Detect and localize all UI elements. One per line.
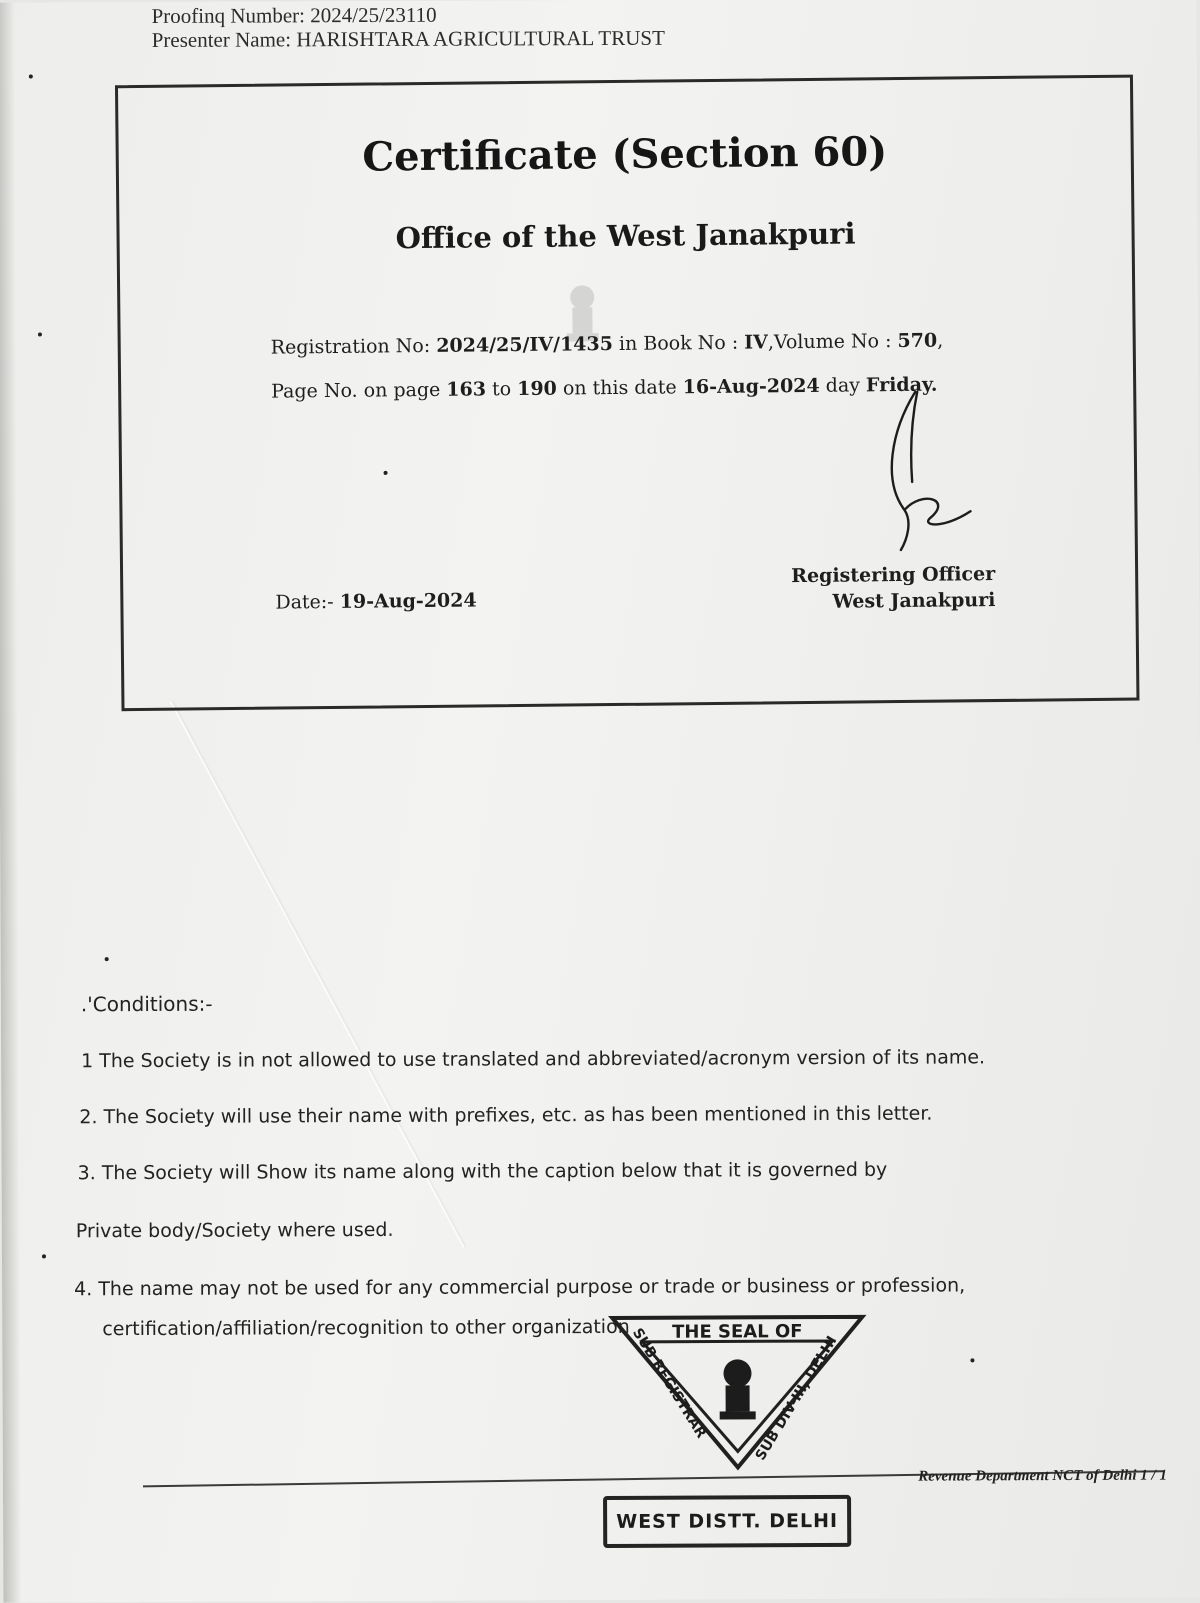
- speck: [105, 957, 109, 961]
- conditions-heading: .'Conditions:-: [80, 991, 213, 1017]
- reg-prefix: Registration No:: [270, 334, 437, 359]
- speck: [38, 332, 42, 336]
- official-seal-stamp: [602, 1311, 873, 1472]
- presenter-name: Presenter Name: HARISHTARA AGRICULTURAL TRUST: [151, 25, 665, 52]
- condition-item: 3. The Society will Show its name along with the caption below that it is governed by: [77, 1158, 888, 1185]
- condition-item-continued: certification/affiliation/recognition to other organization: [102, 1315, 630, 1341]
- condition-item-continued: Private body/Society where used.: [75, 1218, 394, 1243]
- page-from: 163: [446, 378, 487, 401]
- date-label: Date:-: [275, 590, 340, 614]
- volume-label: ,Volume No :: [767, 330, 898, 354]
- page-to: 190: [517, 377, 557, 401]
- page-range-line: [271, 374, 937, 403]
- certificate-box: [115, 75, 1139, 712]
- officer-place: West Janakpuri: [832, 589, 996, 613]
- registration-number: 2024/25/IV/1435: [436, 333, 614, 357]
- registration-date: 16-Aug-2024: [682, 374, 820, 399]
- reg-suffix: ,: [937, 329, 944, 352]
- condition-item: 2. The Society will use their name with prefixes, etc. as has been mentioned in this letter.: [79, 1102, 933, 1129]
- speck: [384, 471, 388, 475]
- condition-item: 4. The name may not be used for any commercial purpose or trade or business or profession,: [74, 1274, 966, 1301]
- seal-left-text: SUB REGISTRAR: [628, 1325, 710, 1442]
- signature-icon: [881, 389, 993, 560]
- footer-text: Revenue Department NCT of Delhi 1 / 1: [918, 1467, 1167, 1485]
- certificate-office: Office of the West Janakpuri: [395, 216, 856, 256]
- page-to-label: to: [485, 378, 518, 401]
- speck: [29, 74, 33, 78]
- certificate-title: Certificate (Section 60): [362, 128, 888, 181]
- seal-top-text: THE SEAL OF: [672, 1321, 803, 1343]
- day-label: day: [819, 374, 867, 397]
- emblem-icon: [719, 1359, 755, 1419]
- proofing-number: Proofinq Number: 2024/25/23110: [151, 2, 437, 28]
- book-label: in Book No :: [612, 331, 745, 356]
- page-label: Page No. on page: [271, 378, 447, 403]
- date-value: 19-Aug-2024: [339, 589, 477, 613]
- speck: [970, 1358, 974, 1362]
- book-number: IV: [744, 331, 768, 354]
- speck: [42, 1254, 46, 1258]
- date-label-inline: on this date: [556, 376, 683, 400]
- registration-day: Friday.: [865, 373, 938, 397]
- volume-number: 570: [897, 329, 938, 353]
- registration-line: [271, 330, 944, 359]
- registering-officer: [791, 561, 995, 615]
- seal-right-text: SUB DIV-III, DELHI: [752, 1333, 841, 1464]
- certificate-date: [275, 589, 476, 613]
- officer-title: Registering Officer: [791, 563, 996, 588]
- page-edge-shadow: [0, 3, 21, 1603]
- condition-item: 1 The Society is in not allowed to use translated and abbreviated/acronym version of its name.: [81, 1046, 986, 1073]
- seal-district-box: WEST DISTT. DELHI: [603, 1495, 851, 1548]
